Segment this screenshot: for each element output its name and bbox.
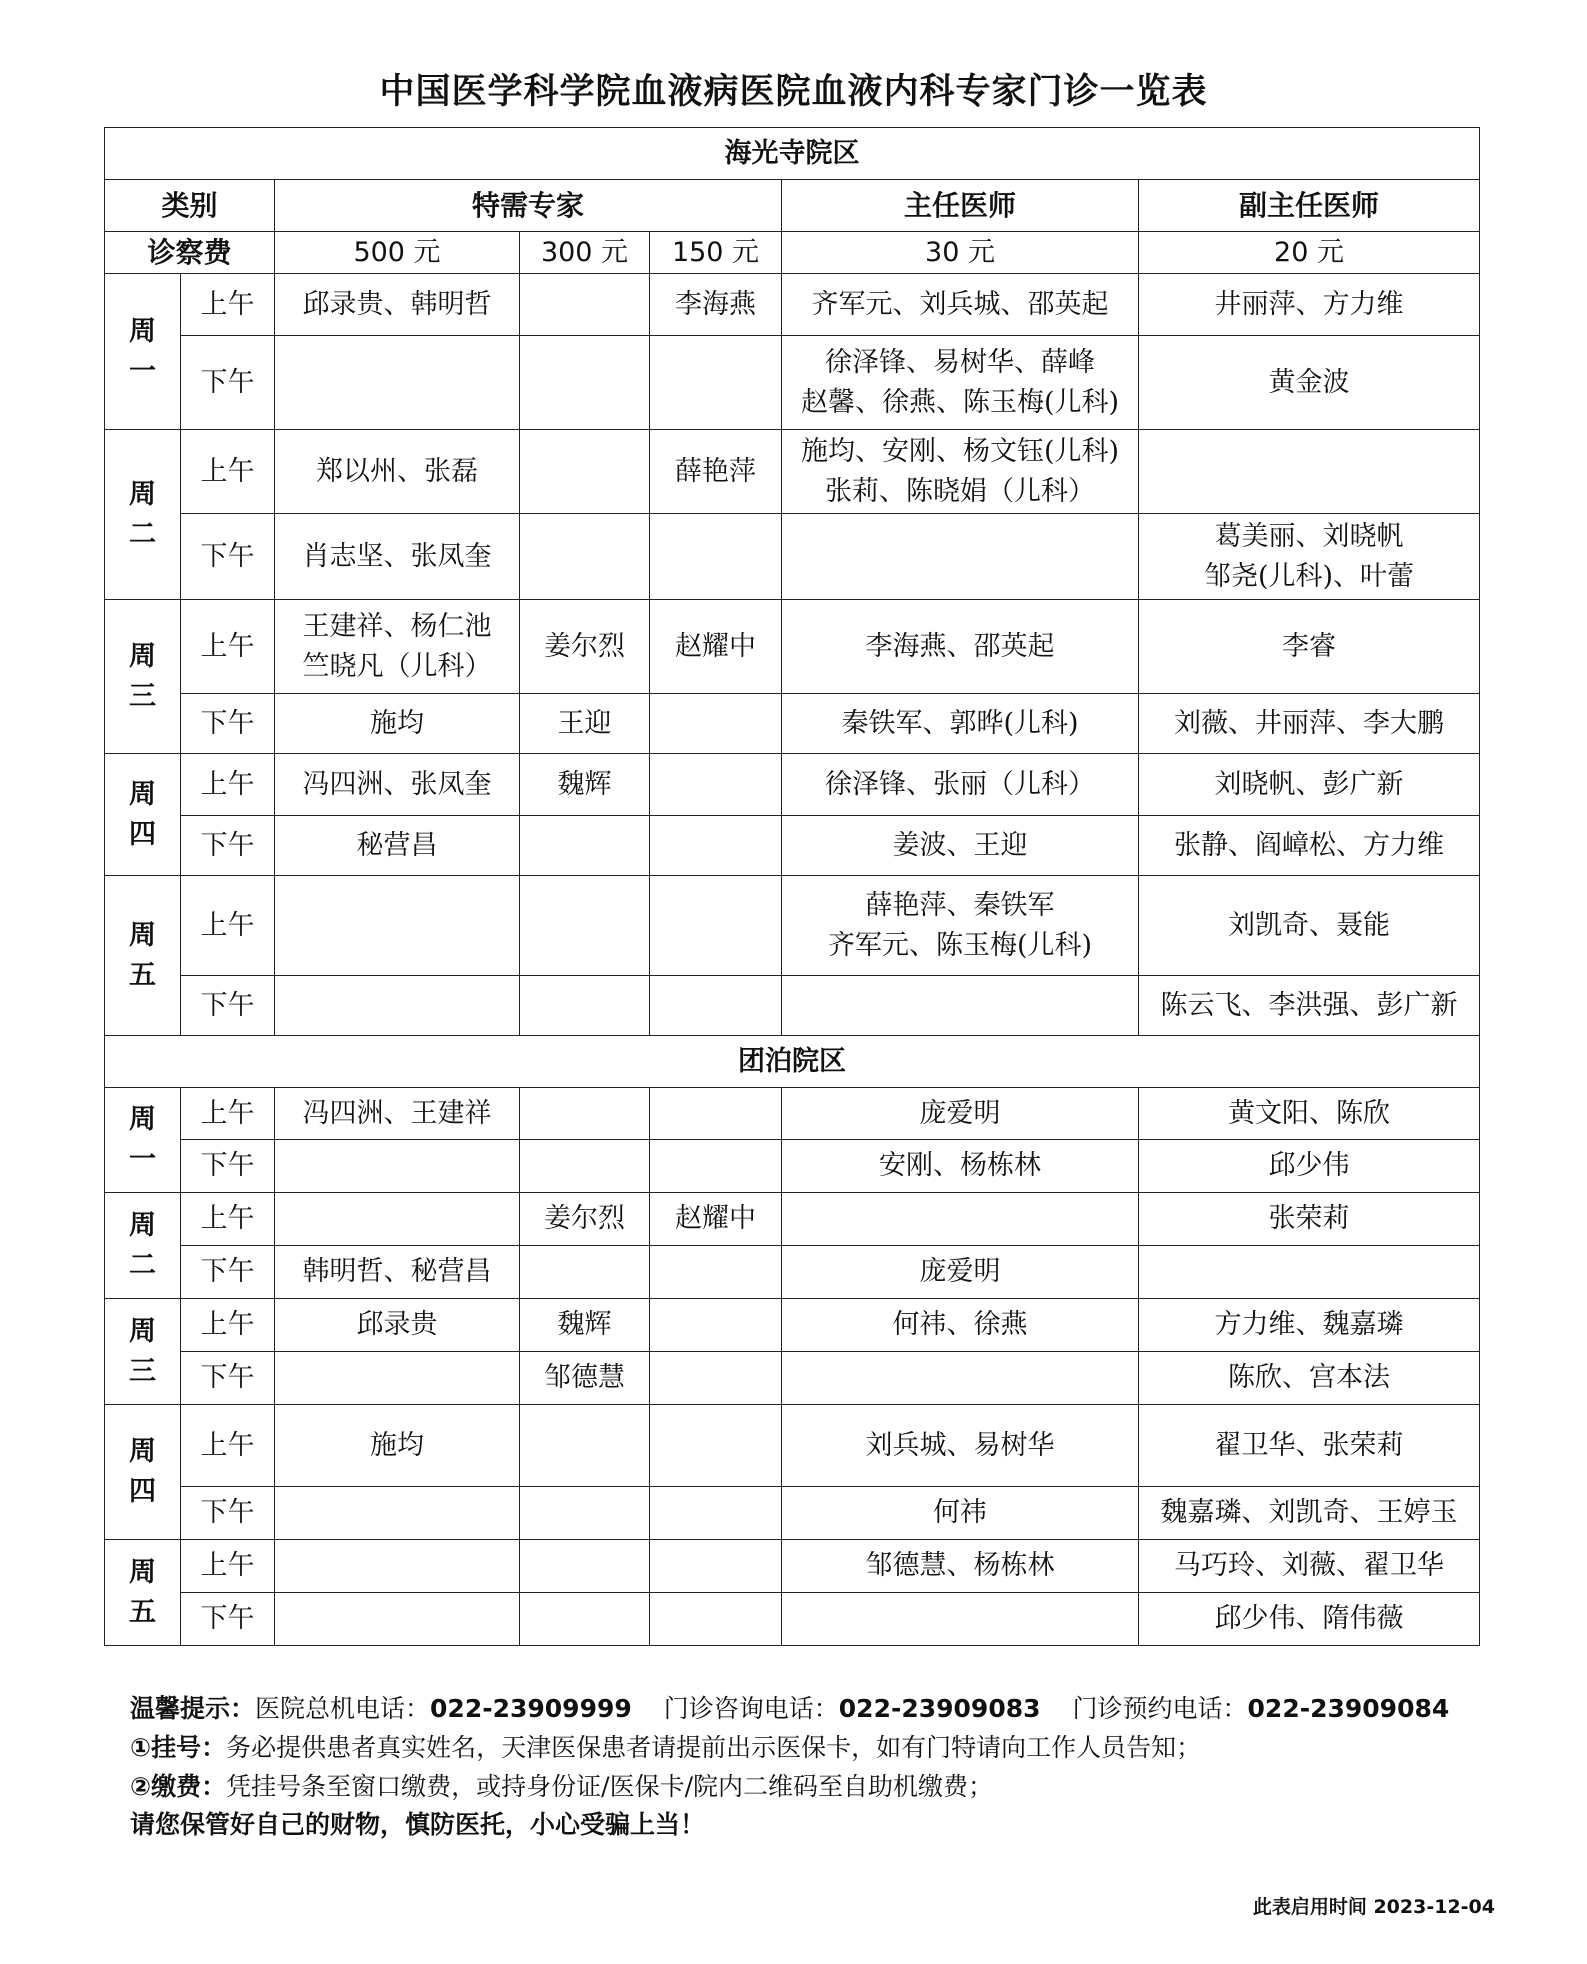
doctor-names: 邹尧(儿科)、叶蕾 [1203,560,1415,592]
doctor-cell [275,754,520,816]
doctor-names: 姜尔烈 [544,1203,625,1235]
doctor-cell [275,1405,520,1487]
doctor-names: 徐泽锋、易树华、薛峰 [825,346,1095,378]
doctor-names: 李海燕、邵英起 [865,630,1055,662]
doctor-cell [275,600,520,694]
period-cell: 下午 [181,976,275,1036]
weekday-cell [105,754,181,876]
doctor-cell [275,1299,520,1352]
schedule-row [105,1405,1480,1487]
weekday-char: 周 [129,1436,156,1468]
period-cell: 上午 [181,1299,275,1352]
doctor-cell [520,1299,650,1352]
doctor-names: 何祎 [933,1497,987,1529]
doctor-cell [1139,336,1480,430]
doctor-cell [520,274,650,336]
chief-physician-header: 主任医师 [782,180,1139,232]
period-cell: 下午 [181,1140,275,1193]
doctor-cell [1139,1246,1480,1299]
doctor-names: 李睿 [1282,630,1337,662]
doctor-cell [650,1193,782,1246]
doctor-names: 黄文阳、陈欣 [1228,1097,1391,1129]
doctor-cell [650,1487,782,1540]
doctor-cell [520,1487,650,1540]
doctor-cell [520,336,650,430]
period-cell: 下午 [181,1352,275,1405]
doctor-names: 冯四洲、张凤奎 [302,768,492,800]
doctor-cell [520,1540,650,1593]
weekday-char: 周 [129,1556,156,1588]
period-cell: 下午 [181,1246,275,1299]
doctor-cell [650,1088,782,1140]
special-experts-header: 特需专家 [275,180,782,232]
doctor-cell [782,976,1139,1036]
doctor-cell [1139,274,1480,336]
doctor-names: 姜尔烈 [544,630,625,662]
doctor-cell [1139,694,1480,754]
doctor-cell [782,1299,1139,1352]
doctor-names: 竺晓凡（儿科） [302,650,492,682]
doctor-names: 邱少伟 [1268,1150,1350,1182]
doctor-cell [1139,1593,1480,1646]
schedule-row [105,876,1480,976]
doctor-cell [275,1540,520,1593]
doctor-cell [650,600,782,694]
weekday-cell [105,1540,181,1646]
schedule-row [105,430,1480,514]
doctor-cell [275,1088,520,1140]
doctor-cell [1139,1140,1480,1193]
doctor-cell [782,1405,1139,1487]
weekday-char: 三 [129,1355,156,1387]
doctor-names: 秦铁军、郭晔(儿科) [841,707,1079,739]
doctor-cell [650,976,782,1036]
doctor-cell [650,430,782,514]
doctor-cell [1139,1352,1480,1405]
doctor-cell [650,1352,782,1405]
doctor-cell [1139,1540,1480,1593]
doctor-names: 庞爱明 [919,1256,1001,1288]
period-cell: 下午 [181,816,275,876]
doctor-cell [782,336,1139,430]
doctor-cell [520,430,650,514]
doctor-cell [520,514,650,600]
doctor-cell [782,1088,1139,1140]
weekday-char: 周 [129,778,156,810]
phone-label: 门诊咨询电话： [663,1694,839,1723]
doctor-cell [1139,1405,1480,1487]
fee-value: 500 元 [275,232,520,274]
doctor-names: 施均 [370,707,424,739]
doctor-cell [1139,430,1480,514]
page-title: 中国医学科学院血液病医院血液内科专家门诊一览表 [379,72,1208,112]
period-cell: 下午 [181,1487,275,1540]
doctor-names: 黄金波 [1268,366,1350,398]
period-cell: 下午 [181,336,275,430]
doctor-names: 张静、阎嶂松、方力维 [1174,829,1445,861]
doctor-names: 陈欣、宫本法 [1228,1362,1391,1394]
weekday-char: 五 [129,1596,156,1628]
doctor-cell [782,600,1139,694]
doctor-names: 刘薇、井丽萍、李大鹏 [1174,707,1445,739]
doctor-names: 陈云飞、李洪强、彭广新 [1160,989,1458,1021]
doctor-cell [650,1299,782,1352]
doctor-names: 姜波、王迎 [892,829,1028,861]
doctor-names: 秘营昌 [356,829,438,861]
doctor-cell [1139,976,1480,1036]
doctor-cell [782,1593,1139,1646]
phone-number: 022-23909083 [838,1694,1041,1723]
schedule-row [105,1246,1480,1299]
doctor-cell [520,1593,650,1646]
doctor-cell [275,1246,520,1299]
period-cell: 上午 [181,1540,275,1593]
doctor-names: 齐军元、刘兵城、邵英起 [811,288,1109,320]
doctor-cell [1139,1487,1480,1540]
schedule-row [105,1540,1480,1593]
fee-value: 30 元 [782,232,1139,274]
schedule-row [105,754,1480,816]
campus-name: 团泊院区 [105,1036,1480,1088]
doctor-names: 冯四洲、王建祥 [302,1097,492,1129]
doctor-names: 翟卫华、张荣莉 [1214,1429,1404,1461]
doctor-cell [520,754,650,816]
period-cell: 上午 [181,1405,275,1487]
schedule-row [105,694,1480,754]
period-cell: 上午 [181,1193,275,1246]
doctor-cell [520,976,650,1036]
doctor-names: 赵耀中 [675,630,756,662]
period-cell: 上午 [181,274,275,336]
doctor-cell [782,1140,1139,1193]
warning-note [130,1806,1490,1845]
doctor-cell [782,1540,1139,1593]
schedule-row [105,336,1480,430]
registration-note [130,1729,1490,1768]
schedule-row [105,514,1480,600]
doctor-names: 葛美丽、刘晓帆 [1214,520,1404,552]
doctor-cell [275,1193,520,1246]
doctor-cell [520,1405,650,1487]
fee-label: 诊察费 [105,232,275,274]
doctor-cell [1139,1299,1480,1352]
doctor-cell [520,600,650,694]
doctor-names: 薛艳萍、秦铁军 [865,889,1055,921]
fee-value: 150 元 [650,232,782,274]
doctor-cell [275,694,520,754]
weekday-char: 周 [129,478,156,510]
doctor-cell [650,1140,782,1193]
doctor-cell [1139,1193,1480,1246]
doctor-cell [275,274,520,336]
registration-text: 务必提供患者真实姓名，天津医保患者请提前出示医保卡，如有门特请向工作人员告知； [226,1732,1202,1762]
doctor-names: 刘兵城、易树华 [865,1429,1055,1461]
doctor-names: 安刚、杨栋林 [879,1150,1041,1182]
weekday-char: 四 [129,1476,156,1508]
doctor-cell [650,274,782,336]
doctor-cell [650,694,782,754]
doctor-cell [782,876,1139,976]
doctor-names: 井丽萍、方力维 [1214,288,1404,320]
weekday-char: 一 [129,1144,156,1176]
doctor-names: 施均 [370,1429,424,1461]
weekday-char: 周 [129,1315,156,1347]
doctor-names: 薛艳萍 [675,455,756,487]
doctor-cell [520,816,650,876]
schedule-row [105,1487,1480,1540]
schedule-row [105,816,1480,876]
campus-row [105,128,1480,180]
doctor-names: 赵馨、徐燕、陈玉梅(儿科) [800,386,1120,418]
doctor-cell [275,816,520,876]
doctor-cell [275,514,520,600]
doctor-cell [275,1593,520,1646]
doctor-cell [782,1487,1139,1540]
period-cell: 下午 [181,1593,275,1646]
doctor-names: 魏辉 [557,1309,612,1341]
doctor-cell [782,754,1139,816]
doctor-names: 邱录贵 [356,1309,438,1341]
doctor-cell [275,1140,520,1193]
doctor-cell [520,1246,650,1299]
doctor-cell [520,876,650,976]
associate-chief-header: 副主任医师 [1139,180,1480,232]
doctor-cell [650,1246,782,1299]
fee-row [105,232,1480,274]
doctor-cell [782,816,1139,876]
registration-label: ①挂号： [130,1732,227,1762]
period-cell: 上午 [181,1088,275,1140]
weekday-char: 四 [129,818,156,850]
doctor-cell [275,336,520,430]
doctor-cell [1139,1088,1480,1140]
doctor-names: 施均、安刚、杨文钰(儿科) [800,435,1120,467]
doctor-cell [275,1487,520,1540]
period-cell: 下午 [181,694,275,754]
doctor-cell [1139,600,1480,694]
doctor-names: 方力维、魏嘉璘 [1214,1309,1404,1341]
weekday-char: 周 [129,1209,156,1241]
doctor-cell [782,274,1139,336]
doctor-names: 郑以州、张磊 [316,455,478,487]
weekday-cell [105,1299,181,1405]
doctor-names: 刘晓帆、彭广新 [1214,768,1404,800]
doctor-cell [650,754,782,816]
doctor-names: 韩明哲、秘营昌 [302,1256,492,1288]
doctor-cell [650,336,782,430]
weekday-cell [105,430,181,600]
schedule-row [105,600,1480,694]
phone-number: 022-23909084 [1247,1694,1450,1723]
header-row [105,180,1480,232]
doctor-cell [275,876,520,976]
doctor-cell [782,430,1139,514]
doctor-cell [650,514,782,600]
doctor-cell [782,1246,1139,1299]
doctor-cell [782,1352,1139,1405]
weekday-cell [105,274,181,430]
schedule-row [105,1593,1480,1646]
doctor-cell [1139,876,1480,976]
notes-section [130,1690,1490,1845]
doctor-cell [782,694,1139,754]
payment-text: 凭挂号条至窗口缴费，或持身份证/医保卡/院内二维码至自助机缴费； [226,1771,994,1801]
doctor-cell [1139,816,1480,876]
weekday-char: 五 [129,959,156,991]
schedule-row [105,274,1480,336]
phone-label: 门诊预约电话： [1072,1694,1248,1723]
weekday-char: 三 [129,680,156,712]
doctor-cell [275,1352,520,1405]
doctor-names: 赵耀中 [675,1203,756,1235]
schedule-row [105,976,1480,1036]
doctor-names: 刘凯奇、聂能 [1228,909,1391,941]
doctor-cell [650,816,782,876]
phone-line [130,1690,1490,1729]
doctor-cell [782,1193,1139,1246]
weekday-char: 二 [129,1249,156,1281]
weekday-cell [105,1405,181,1540]
doctor-cell [520,694,650,754]
period-cell: 上午 [181,430,275,514]
doctor-names: 何祎、徐燕 [892,1309,1028,1341]
tip-label: 温馨提示： [130,1694,256,1723]
doctor-names: 邹德慧 [544,1362,625,1394]
weekday-cell [105,1088,181,1193]
schedule-row [105,1140,1480,1193]
doctor-names: 魏嘉璘、刘凯奇、王婷玉 [1160,1497,1458,1529]
schedule-row [105,1088,1480,1140]
doctor-cell [650,1540,782,1593]
doctor-cell [520,1352,650,1405]
doctor-cell [275,976,520,1036]
schedule-row [105,1352,1480,1405]
doctor-names: 邱少伟、隋伟薇 [1214,1603,1404,1635]
doctor-names: 李海燕 [675,288,756,320]
period-cell: 上午 [181,876,275,976]
weekday-char: 周 [129,315,156,347]
doctor-cell [1139,754,1480,816]
payment-label: ②缴费： [130,1771,227,1801]
doctor-cell [275,430,520,514]
weekday-char: 周 [129,919,156,951]
doctor-cell [650,1405,782,1487]
doctor-cell [1139,514,1480,600]
doctor-names: 张莉、陈晓娟（儿科） [825,475,1095,507]
category-header: 类别 [105,180,275,232]
doctor-names: 庞爱明 [919,1097,1001,1129]
doctor-cell [520,1088,650,1140]
fee-value: 20 元 [1139,232,1480,274]
doctor-cell [520,1140,650,1193]
doctor-names: 邱录贵、韩明哲 [302,288,492,320]
phone-label: 医院总机电话： [255,1694,431,1723]
weekday-char: 周 [129,640,156,672]
weekday-cell [105,1193,181,1299]
fee-value: 300 元 [520,232,650,274]
weekday-char: 二 [129,518,156,550]
period-cell: 上午 [181,754,275,816]
warning-text: 请您保管好自己的财物，慎防医托，小心受骗上当！ [130,1810,706,1840]
weekday-char: 一 [129,355,156,387]
weekday-cell [105,600,181,754]
doctor-names: 肖志坚、张凤奎 [302,540,492,572]
doctor-names: 齐军元、陈玉梅(儿科) [827,929,1093,961]
campus-name: 海光寺院区 [105,128,1480,180]
weekday-char: 周 [129,1104,156,1136]
effective-date: 此表启用时间 2023-12-04 [1252,1896,1495,1918]
weekday-cell [105,876,181,1036]
schedule-row [105,1193,1480,1246]
schedule-row [105,1299,1480,1352]
doctor-names: 王迎 [557,707,612,739]
doctor-names: 张荣莉 [1268,1203,1350,1235]
doctor-names: 马巧玲、刘薇、翟卫华 [1174,1550,1445,1582]
doctor-cell [782,514,1139,600]
campus-row [105,1036,1480,1088]
payment-note [130,1768,1490,1807]
doctor-names: 邹德慧、杨栋林 [865,1550,1055,1582]
period-cell: 上午 [181,600,275,694]
doctor-cell [520,1193,650,1246]
doctor-names: 王建祥、杨仁池 [302,610,492,642]
doctor-names: 魏辉 [557,768,612,800]
doctor-cell [650,876,782,976]
schedule-table [104,127,1480,1646]
doctor-cell [650,1593,782,1646]
doctor-names: 徐泽锋、张丽（儿科） [825,768,1095,800]
phone-number: 022-23909999 [430,1694,632,1723]
period-cell: 下午 [181,514,275,600]
